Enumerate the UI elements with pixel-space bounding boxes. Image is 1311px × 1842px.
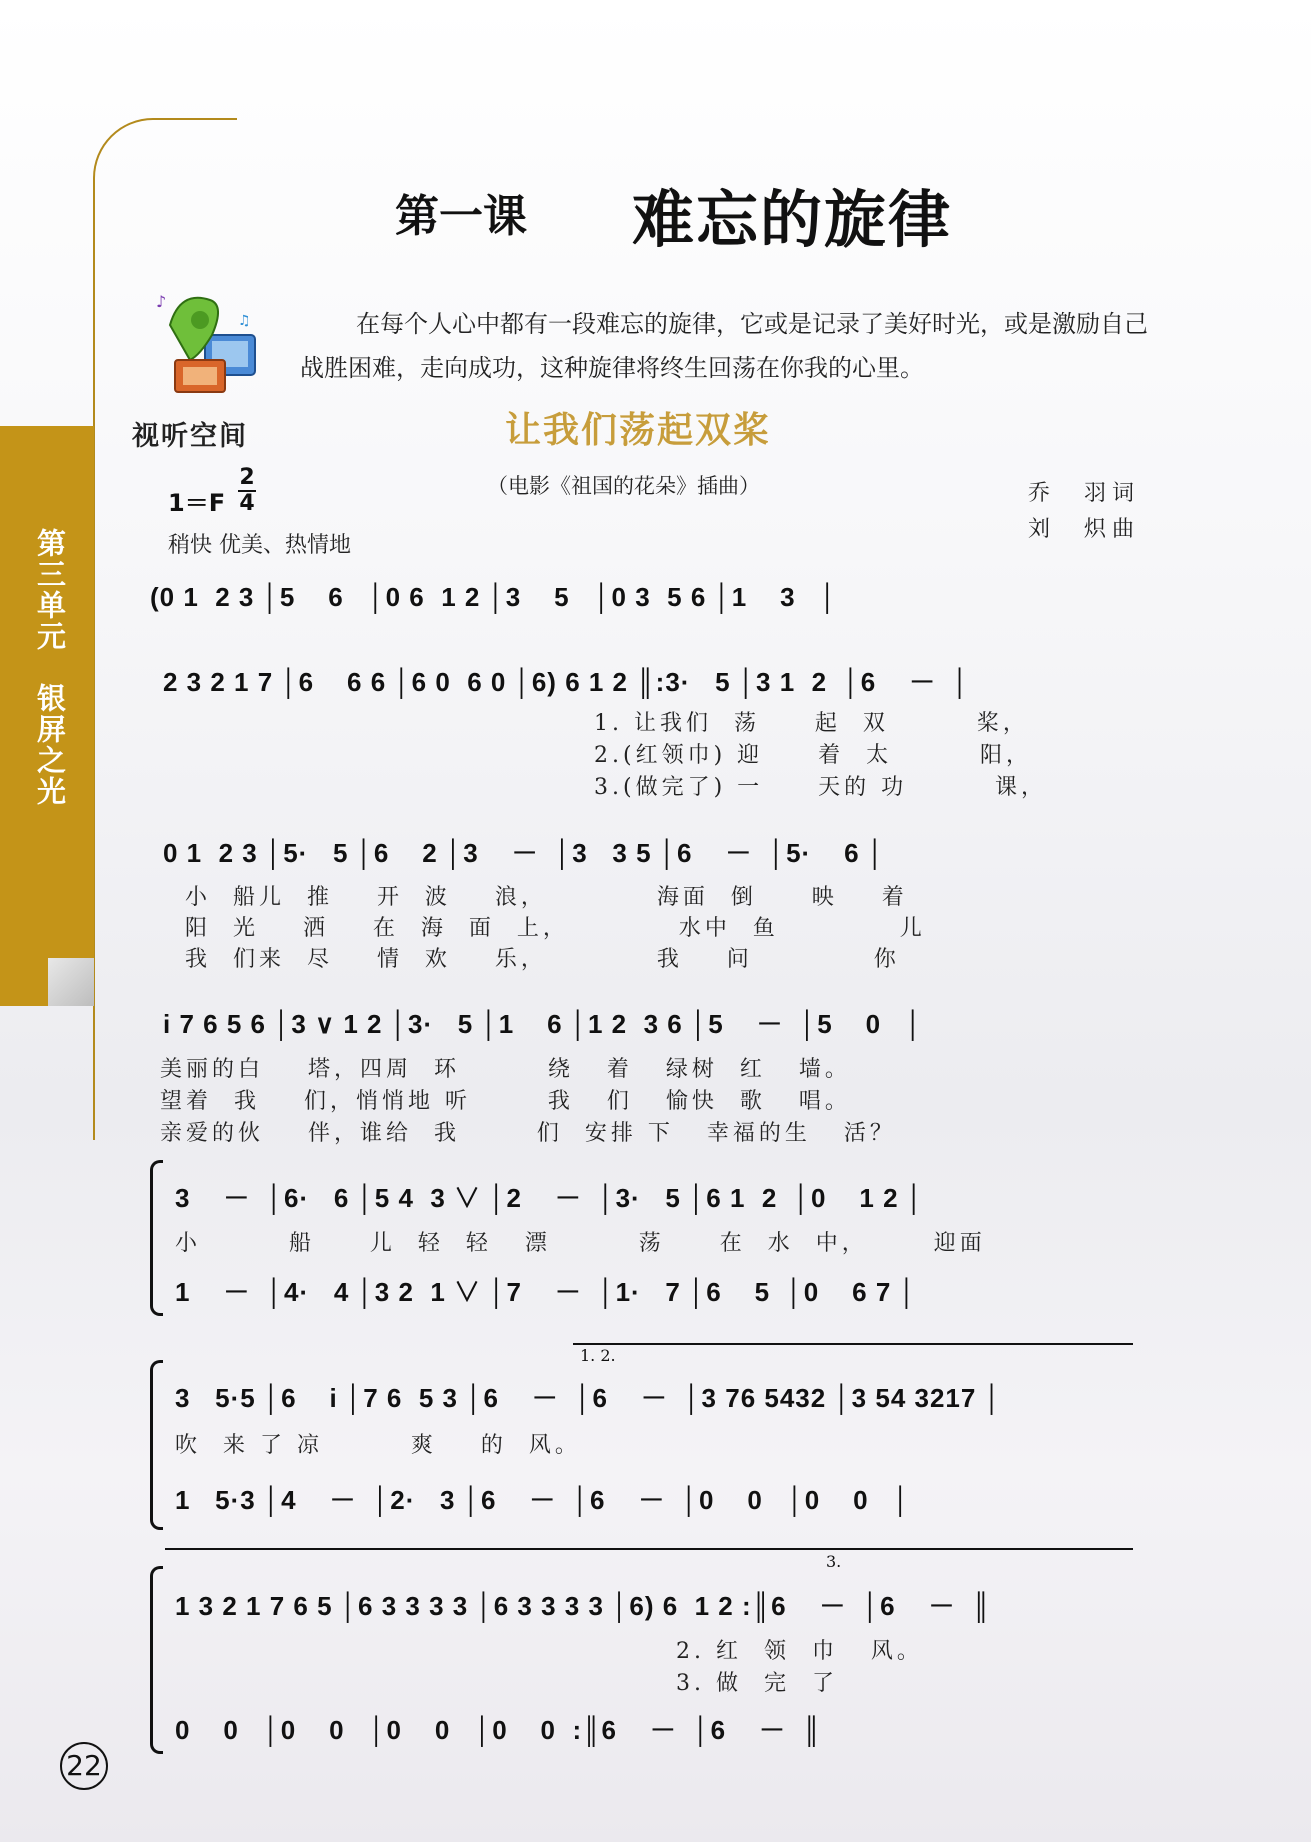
score-row-6-bottom: 1 5·3 │4 － │2· 3 │6 － │6 － │0 0 │0 0 │ [175, 1485, 911, 1515]
lesson-number: 第一课 [395, 191, 527, 242]
unit-tab-fold [48, 958, 94, 1006]
key-signature: 1＝F [168, 489, 226, 517]
unit-label: 第三单元 银屏之光 [33, 528, 67, 807]
part-brace [150, 1566, 163, 1754]
volta-label-2: 3. [826, 1552, 842, 1571]
lyric-row-3-v3: 我 们来 尽 情 欢 乐， 我 问 你 [185, 947, 900, 972]
time-sig-bottom: 4 [239, 491, 255, 516]
score-row-5-bottom: 1 － │4· 4 │3 2 1 ∨ │7 － │1· 7 │6 5 │0 6 7 │ [175, 1277, 917, 1307]
tempo-marking: 稍快 优美、热情地 [168, 533, 351, 558]
lyric-row-3-v1: 小 船儿 推 开 波 浪， 海面 倒 映 着 [185, 885, 908, 910]
part-brace [150, 1360, 163, 1530]
page-number: 22 [60, 1742, 108, 1790]
song-subtitle: （电影《祖国的花朵》插曲） [487, 474, 760, 498]
score-row-7-bottom: 0 0 │0 0 │0 0 │0 0 :║6 － │6 － ║ [175, 1715, 822, 1745]
score-row-1: (0 1 2 3 │5 6 │0 6 1 2 │3 5 │0 3 5 6 │1 3 │ [150, 582, 838, 612]
time-sig-top: 2 [239, 465, 255, 490]
section-label: 视听空间 [132, 421, 248, 452]
volta-label-1: 1. 2. [580, 1346, 616, 1365]
intro-paragraph: 在每个人心中都有一段难忘的旋律，它或是记录了美好时光，或是激励自己战胜困难，走向成功，这种旋律将终生回荡在你我的心里。 [300, 310, 1148, 382]
svg-text:♪: ♪ [156, 292, 167, 311]
svg-text:♫: ♫ [238, 313, 251, 329]
lyric-row-3-v2: 阳 光 洒 在 海 面 上， 水中 鱼 儿 [185, 916, 926, 941]
time-signature [238, 466, 256, 516]
lyric-row-2-v1: 1. 让我们 荡 起 双 桨， [594, 711, 1029, 736]
lyric-row-6: 吹 来 了 凉 爽 的 风。 [175, 1433, 581, 1458]
lyric-row-4-v1: 美丽的白 塔，四周 环 绕 着 绿树 红 墙。 [160, 1057, 851, 1082]
gramophone-icon [150, 285, 260, 400]
score-row-6-top: 3 5·5 │6 i │7 6 5 3 │6 － │6 － │3 76 5432 │3 54 3217 │ [175, 1383, 1002, 1413]
part-brace [150, 1160, 163, 1316]
lyricist: 乔 羽词 [1028, 481, 1141, 506]
composer: 刘 炽曲 [1028, 517, 1141, 542]
slur-line [165, 1548, 1133, 1550]
header-rule [93, 118, 237, 1140]
lyric-row-2-v2: 2.(红领巾) 迎 着 太 阳， [594, 743, 1033, 768]
song-credits [1028, 476, 1140, 548]
lyric-row-4-v2: 望着 我 们，悄悄地 听 我 们 愉快 歌 唱。 [160, 1089, 851, 1114]
lyric-row-4-v3: 亲爱的伙 伴，谁给 我 们 安排 下 幸福的生 活？ [160, 1121, 896, 1146]
volta-bracket-1 [573, 1343, 1133, 1345]
lyric-row-7-v3: 3. 做 完 了 [676, 1671, 838, 1696]
song-title: 让我们荡起双桨 [505, 410, 772, 451]
score-row-2: 2 3 2 1 7 │6 6 6 │6 0 6 0 │6) 6 1 2 ║:3· 5 │3 1 2 │6 － │ [163, 667, 970, 697]
score-row-5-top: 3 － │6· 6 │5 4 3 ∨ │2 － │3· 5 │6 1 2 │0 1 2 │ [175, 1183, 925, 1213]
lyric-row-7-v2: 2. 红 领 巾 风。 [676, 1639, 923, 1664]
score-row-4: i 7 6 5 6 │3 ∨ 1 2 │3· 5 │1 6 │1 2 3 6 │5 － │5 0 │ [163, 1009, 923, 1039]
score-row-7-top: 1 3 2 1 7 6 5 │6 3 3 3 3 │6 3 3 3 3 │6) 6 1 2 :║6 － │6 － ║ [175, 1591, 992, 1621]
lyric-row-5: 小 船 儿 轻 轻 漂 荡 在 水 中， 迎面 [175, 1231, 986, 1256]
lesson-title: 难忘的旋律 [632, 183, 953, 256]
score-row-3: 0 1 2 3 │5· 5 │6 2 │3 － │3 3 5 │6 － │5· 6 │ [163, 838, 886, 868]
lyric-row-2-v3: 3.(做完了) 一 天的 功 课， [594, 775, 1048, 800]
